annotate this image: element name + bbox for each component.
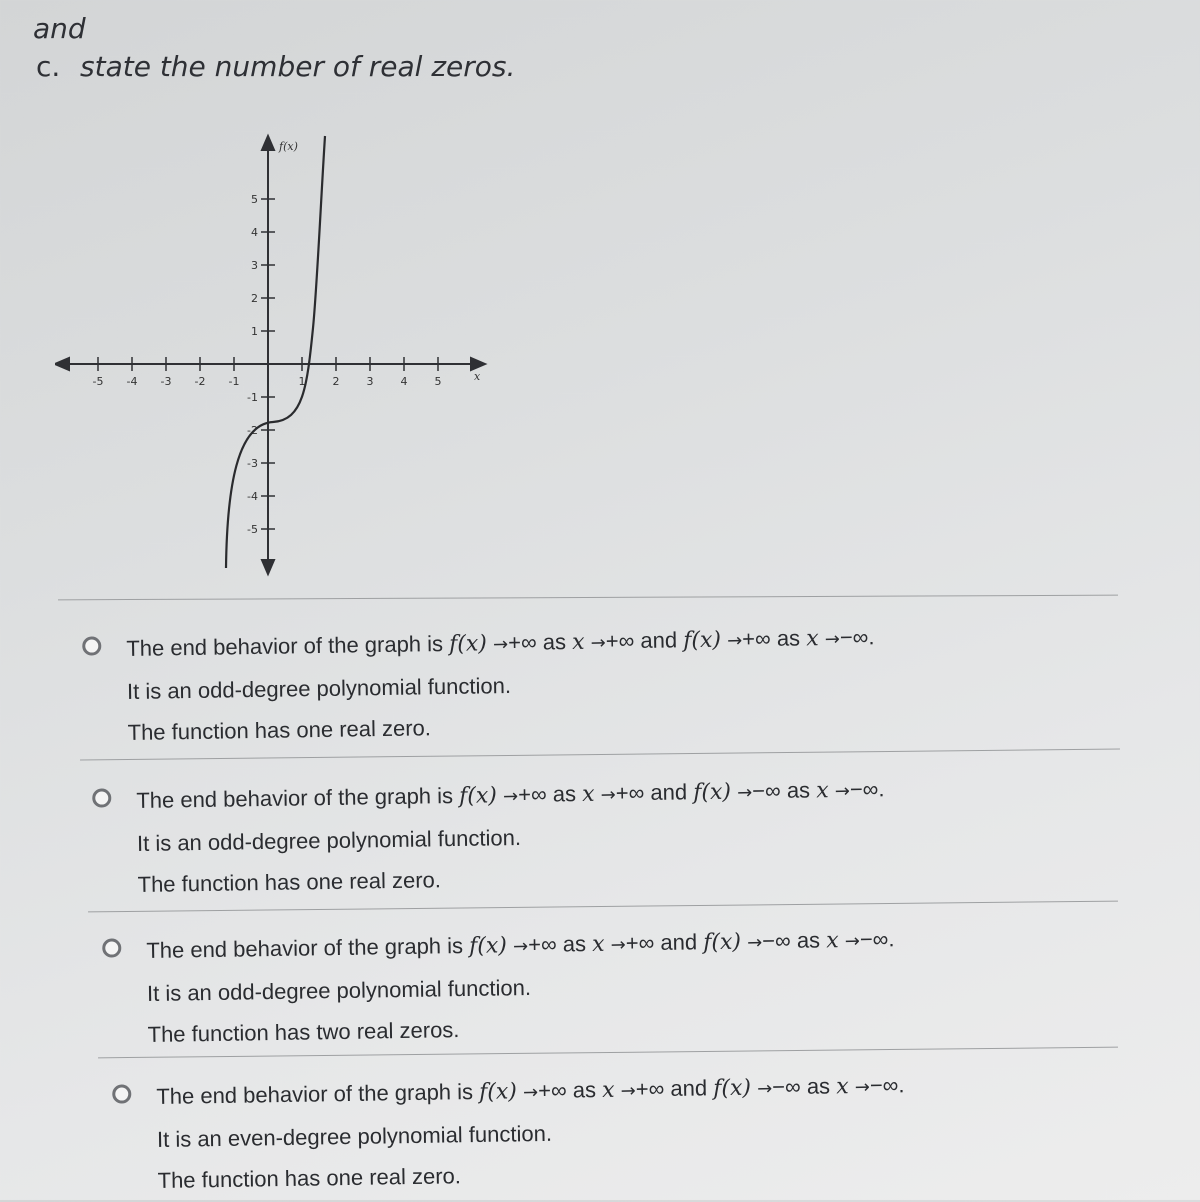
part-c-letter: c. [36,50,61,83]
option-end-behavior-line: The end behavior of the graph is f(x) →+∞ as x →+∞ and f(x) →−∞ as x →−∞. [136,776,885,813]
option-zeros-line: The function has one real zero. [137,867,442,897]
option-zeros-line: The function has two real zeros. [147,1017,460,1047]
option-end-behavior-line: The end behavior of the graph is f(x) →+∞ as x →+∞ and f(x) →+∞ as x →−∞. [126,624,875,661]
option-end-behavior-line: The end behavior of the graph is f(x) →+∞ as x →+∞ and f(x) →−∞ as x →−∞. [146,926,895,963]
x-axis-label: x [474,370,481,383]
x-axis-right-arrow [471,358,485,370]
divider-top [58,595,1118,601]
y-tick-label: 1 [251,325,258,338]
option-end-behavior-line: The end behavior of the graph is f(x) →+∞ as x →+∞ and f(x) →−∞ as x →−∞. [156,1072,905,1109]
x-tick-label: 1 [298,375,306,388]
option-degree-line: It is an odd-degree polynomial function. [146,974,532,1006]
radio-button[interactable] [112,1084,131,1103]
x-tick-label: 3 [366,375,374,388]
y-tick-label: 3 [251,259,258,272]
polynomial-graph [55,128,505,578]
x-tick-label: -4 [126,375,138,388]
option-degree-line: It is an odd-degree polynomial function. [136,824,522,856]
option-degree-line: It is an odd-degree polynomial function. [126,672,512,704]
x-tick-label: 5 [434,375,442,388]
radio-button[interactable] [102,938,121,957]
x-tick-label: 4 [400,375,408,388]
x-tick-label: 2 [332,375,340,388]
function-curve [226,136,325,568]
answer-option-1[interactable] [126,616,876,753]
question-text-and: and [33,12,86,45]
option-zeros-line: The function has one real zero. [157,1163,462,1193]
y-tick-label: 4 [251,226,258,239]
radio-button[interactable] [82,636,101,655]
x-tick-label: -1 [228,375,240,388]
y-tick-label: -3 [247,457,258,470]
y-tick-label: -2 [247,424,258,437]
y-axis-down-arrow [262,560,274,574]
answer-option-2[interactable] [136,768,886,905]
y-tick-label: 5 [251,193,258,206]
x-axis-left-arrow [55,358,69,370]
x-tick-label: -2 [194,375,206,388]
radio-button[interactable] [92,788,111,807]
answer-option-3[interactable] [146,918,896,1055]
y-axis-label: f(x) [279,140,298,153]
answer-option-4[interactable] [156,1064,906,1201]
option-zeros-line: The function has one real zero. [127,715,432,745]
y-tick-label: -1 [247,391,258,404]
y-tick-label: -4 [247,490,258,503]
y-tick-label: -5 [247,523,258,536]
x-tick-label: -3 [160,375,172,388]
y-axis-up-arrow [262,136,274,150]
part-c-text: state the number of real zeros. [80,50,516,83]
x-tick-label: -5 [92,375,104,388]
option-degree-line: It is an even-degree polynomial function. [156,1120,553,1152]
y-tick-label: 2 [251,292,258,305]
question-part-c [36,50,515,83]
